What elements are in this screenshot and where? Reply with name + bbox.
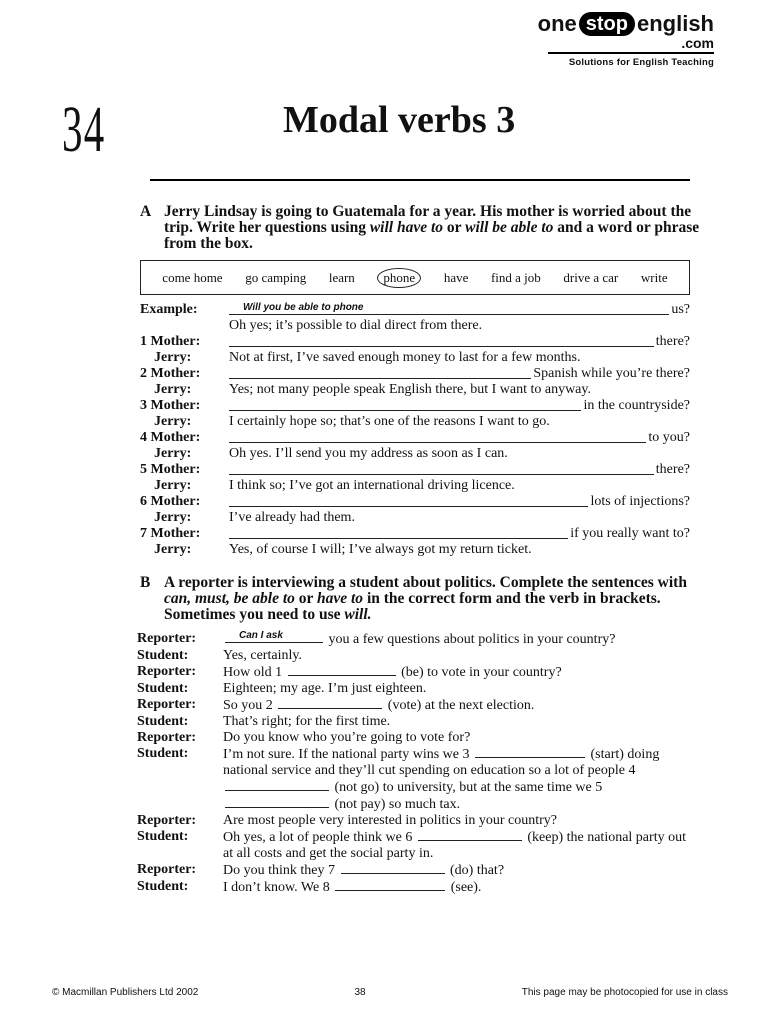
answer-blank[interactable] (225, 779, 329, 791)
dialogue-text: Eighteen; my age. I’m just eighteen. (223, 681, 427, 696)
answer-blank[interactable] (229, 506, 588, 507)
question-row (140, 430, 690, 446)
section-b-instruction-emphasis: have to (317, 590, 364, 607)
answer-blank[interactable] (229, 442, 646, 443)
word-box-item: come home (162, 269, 223, 285)
section-a-instruction (140, 204, 700, 252)
speaker-label: Reporter: (137, 664, 197, 679)
word-box-item: go camping (245, 269, 307, 285)
reply-row (140, 446, 690, 462)
example-question (140, 302, 690, 318)
logo-tagline: Solutions for English Teaching (568, 57, 714, 68)
answer-blank[interactable] (229, 410, 581, 411)
answer-blank[interactable] (229, 474, 654, 475)
answer-blank[interactable] (229, 538, 568, 539)
answer-blank[interactable] (229, 346, 654, 347)
speaker-label: 5 Mother: (140, 462, 201, 477)
speaker-label: Reporter: (137, 697, 197, 712)
reply-text: Oh yes. I’ll send you my address as soon as I can. (229, 446, 508, 461)
section-a-letter: A (140, 203, 152, 220)
page-footer (52, 987, 728, 998)
speaker-label: Jerry: (154, 414, 192, 429)
speaker-label: Student: (137, 714, 189, 729)
word-box (140, 260, 690, 295)
question-tail: lots of injections? (590, 494, 690, 509)
speaker-label: Student: (137, 829, 189, 844)
title-divider (150, 179, 690, 181)
reply-row (140, 478, 690, 494)
dialogue-text: (start) doing national service and they’ll cut spending on education so a lot of people 4 (223, 747, 660, 778)
dialogue-text: I don’t know. We 8 (223, 880, 330, 895)
answer-blank[interactable] (335, 879, 445, 891)
photocopy-notice: This page may be photocopied for use in class (521, 987, 728, 998)
logo-english: english (636, 11, 714, 36)
question-row (140, 494, 690, 510)
section-a-instruction-emphasis: will be able to (465, 219, 554, 236)
question-tail: in the countryside? (583, 398, 690, 413)
question-row (140, 366, 690, 382)
logo-one: one (537, 11, 577, 36)
dialogue-row (137, 879, 697, 896)
dialogue-text: Do you think they 7 (223, 863, 335, 878)
speaker-label: Jerry: (154, 478, 192, 493)
speaker-label: Reporter: (137, 730, 197, 745)
reply-row (140, 382, 690, 398)
dialogue-text: (not go) to university, but at the same time we 5 (334, 780, 603, 795)
onestopenglish-logo (537, 11, 714, 68)
question-row (140, 526, 690, 542)
example-reply (140, 318, 690, 334)
reply-text: I think so; I’ve got an international driving licence. (229, 478, 515, 493)
dialogue-text: Oh yes, a lot of people think we 6 (223, 830, 413, 845)
section-b-instruction-text: A reporter is interviewing a student about politics. Complete the sentences with (164, 574, 687, 591)
speaker-label: Jerry: (154, 446, 192, 461)
page-number: 38 (354, 987, 366, 998)
answer-blank[interactable] (225, 796, 329, 808)
copyright-text: © Macmillan Publishers Ltd 2002 (52, 987, 199, 998)
dialogue-text: That’s right; for the first time. (223, 714, 391, 729)
example-answer: Will you be able to phone (243, 302, 364, 313)
dialogue-text: Are most people very interested in politics in your country? (223, 813, 557, 828)
dialogue-row (137, 681, 697, 697)
speaker-label: Reporter: (137, 813, 197, 828)
speaker-label: 4 Mother: (140, 430, 201, 445)
section-a-instruction-text: and a word or phrase from the box. (164, 219, 700, 252)
dialogue-text: (not pay) so much tax. (334, 797, 461, 812)
dialogue-text: (see). (450, 880, 482, 895)
dialogue-row (137, 631, 697, 648)
question-tail: Spanish while you’re there? (533, 366, 690, 381)
word-box-item: learn (328, 269, 355, 285)
reply-text: I certainly hope so; that’s one of the reasons I want to go. (229, 414, 550, 429)
section-b-instruction (140, 575, 700, 623)
speaker-label: 6 Mother: (140, 494, 201, 509)
dialogue-row (137, 648, 697, 664)
reply-text: Yes, of course I will; I’ve always got my return ticket. (229, 542, 532, 557)
section-a-instruction-emphasis: will have to (369, 219, 444, 236)
reply-text: Yes; not many people speak English there, but I want to anyway. (229, 382, 591, 397)
section-a-instruction-text: Jerry Lindsay is going to Guatemala for a year. His mother is worried about the trip. Write her questions using (164, 203, 692, 236)
speaker-label: Jerry: (154, 510, 192, 525)
section-b-instruction-text: in the correct form and the verb in brackets. Sometimes you need to use (164, 590, 661, 623)
answer-blank[interactable] (278, 697, 382, 709)
dialogue-text: (keep) the national party out at all costs and get the social party in. (223, 830, 686, 861)
dialogue-row (137, 829, 697, 862)
reply-text: Not at first, I’ve saved enough money to last for a few months. (229, 350, 581, 365)
dialogue-text: Yes, certainly. (223, 648, 302, 663)
section-b-letter: B (140, 574, 151, 591)
question-tail: there? (655, 462, 690, 477)
question-tail: to you? (648, 430, 690, 445)
reply-row (140, 542, 690, 558)
speaker-label: Reporter: (137, 862, 197, 877)
dialogue-row (137, 730, 697, 746)
speaker-label: 2 Mother: (140, 366, 201, 381)
answer-blank[interactable] (229, 302, 669, 315)
page-title: Modal verbs 3 (283, 99, 516, 141)
dialogue-row (137, 664, 697, 681)
dialogue-row (137, 746, 697, 813)
question-row (140, 462, 690, 478)
dialogue-row (137, 813, 697, 829)
word-box-item: drive a car (563, 269, 619, 285)
speaker-label: 1 Mother: (140, 334, 201, 349)
reply-row (140, 414, 690, 430)
answer-blank[interactable] (475, 746, 585, 758)
dialogue-text: (do) that? (450, 863, 505, 878)
speaker-label: Reporter: (137, 631, 197, 646)
logo-stop-badge: stop (579, 12, 635, 36)
reply-text: I’ve already had them. (229, 510, 355, 525)
question-tail: us? (671, 302, 690, 317)
word-box-item-circled: phone (377, 268, 421, 288)
answer-blank[interactable] (341, 862, 445, 874)
dialogue-text: So you 2 (223, 698, 273, 713)
question-tail: if you really want to? (570, 526, 690, 541)
question-row (140, 334, 690, 350)
example-label: Example: (140, 302, 198, 317)
speaker-label: Jerry: (154, 382, 192, 397)
dialogue-row (137, 714, 697, 730)
speaker-label: Student: (137, 648, 189, 663)
speaker-label: Student: (137, 746, 189, 761)
speaker-label: Student: (137, 681, 189, 696)
section-b-instruction-text: or (294, 590, 317, 607)
dialogue-text: I’m not sure. If the national party wins we 3 (223, 747, 470, 762)
section-b-dialogue (137, 631, 697, 896)
answer-blank[interactable] (225, 631, 323, 643)
speaker-label: Jerry: (154, 350, 192, 365)
reply-text: Oh yes; it’s possible to dial direct from there. (229, 318, 483, 333)
section-b-instruction-emphasis: will. (344, 606, 372, 623)
dialogue-text: you a few questions about politics in your country? (328, 632, 616, 647)
logo-divider (548, 52, 714, 54)
word-box-item: write (640, 269, 668, 285)
example-answer: Can I ask (239, 630, 283, 641)
answer-blank[interactable] (229, 378, 531, 379)
reply-row (140, 350, 690, 366)
answer-blank[interactable] (418, 829, 522, 841)
speaker-label: 7 Mother: (140, 526, 201, 541)
speaker-label: 3 Mother: (140, 398, 201, 413)
speaker-label: Student: (137, 879, 189, 894)
unit-number: 34 (62, 93, 106, 166)
word-box-item: find a job (490, 269, 541, 285)
reply-row (140, 510, 690, 526)
dialogue-row (137, 862, 697, 879)
question-row (140, 398, 690, 414)
section-a-exercise (140, 302, 690, 558)
speaker-label: Jerry: (154, 542, 192, 557)
dialogue-text: (be) to vote in your country? (401, 665, 562, 680)
question-tail: there? (655, 334, 690, 349)
logo-com: .com (681, 35, 714, 51)
dialogue-text: (vote) at the next election. (387, 698, 535, 713)
answer-blank[interactable] (288, 664, 396, 676)
dialogue-text: How old 1 (223, 665, 283, 680)
section-b-instruction-emphasis: can, must, be able to (164, 590, 295, 607)
dialogue-text: Do you know who you’re going to vote for? (223, 730, 471, 745)
dialogue-row (137, 697, 697, 714)
section-a-instruction-text: or (443, 219, 466, 236)
word-box-item: have (443, 269, 469, 285)
